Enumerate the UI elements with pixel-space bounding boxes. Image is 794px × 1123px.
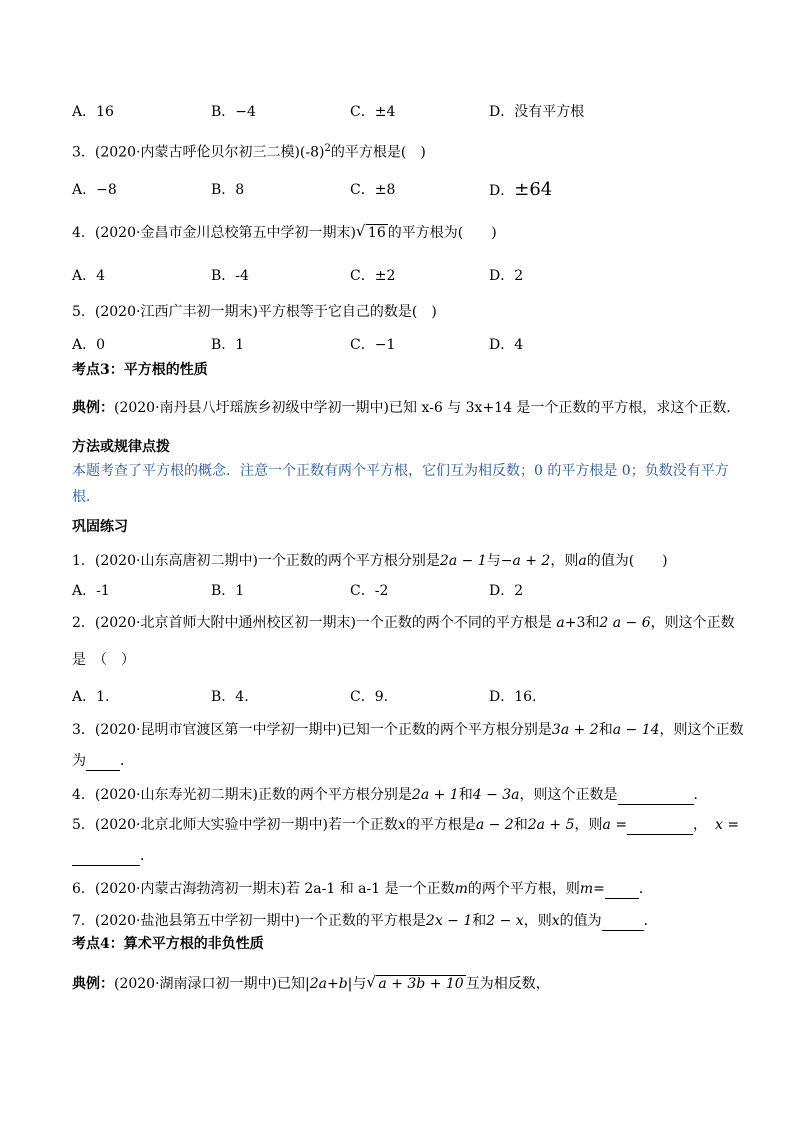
question-text: ，则这个正数 xyxy=(650,615,735,631)
question-text: ，则这个正数是 xyxy=(519,787,618,803)
option-letter: D． xyxy=(489,183,515,199)
option-c: C．±4 xyxy=(350,104,396,120)
method-note-line1: 本题考查了平方根的概念．注意一个正数有两个平方根，它们互为相反数；0 的平方根是 0；负数没有平方 xyxy=(72,463,729,479)
math-expr: 2 − x xyxy=(486,913,524,929)
question-text: ． xyxy=(643,913,658,929)
radical-sign: √ xyxy=(366,973,376,991)
practice-1 xyxy=(72,551,668,571)
math-var: m xyxy=(579,881,594,897)
math-expr: x = xyxy=(715,817,740,833)
question-3 xyxy=(72,139,426,163)
question-text: ， xyxy=(693,817,708,833)
math-expr: 4 − 3a xyxy=(472,787,520,803)
math-expr: 2a + 5 xyxy=(527,817,575,833)
option-c: C．−1 xyxy=(350,337,396,353)
option-c: C．±2 xyxy=(350,268,396,284)
option-b: B．1 xyxy=(211,583,245,599)
example-label: 典例： xyxy=(72,976,114,992)
question-4 xyxy=(72,223,497,243)
question-text: ，则 xyxy=(574,817,603,833)
question-source: 5．(2020·北京北师大实验中学初一期中)若一个正数 xyxy=(72,817,398,833)
math-expr: a − 2 xyxy=(475,817,514,833)
math-var: a xyxy=(556,615,565,631)
option-a: A．4 xyxy=(72,268,106,284)
question-text: ． xyxy=(120,753,134,769)
question-text: ． xyxy=(638,881,653,897)
sqrt-expr xyxy=(356,223,388,243)
question-text: 的两个平方根，则 xyxy=(467,881,580,897)
practice-5-line2 xyxy=(72,846,154,866)
math-expr: 2 a − 6 xyxy=(599,615,651,631)
question-text: 和 xyxy=(472,913,487,929)
question-text: 和 xyxy=(585,615,600,631)
question-text: ． xyxy=(140,848,154,864)
option-b: B．1 xyxy=(211,337,245,353)
answer-blank xyxy=(627,820,693,835)
example-text: 互为相反数， xyxy=(465,976,550,992)
answer-blank xyxy=(72,851,140,866)
kp3-example xyxy=(72,398,740,418)
question-5: 5．(2020·江西广丰初一期末)平方根等于它自己的数是( ) xyxy=(72,304,437,320)
math-expr: −a + 2 xyxy=(500,553,551,569)
math-expr: +3 xyxy=(564,615,586,631)
practice-2-line2: 是 （ ） xyxy=(72,652,135,668)
exponent: 2 xyxy=(324,143,331,154)
question-text: 的值为( ) xyxy=(586,553,668,569)
question-source: 3．(2020·昆明市官渡区第一中学初一期中)已知一个正数的两个平方根分别是 xyxy=(72,722,552,738)
option-value: ±64 xyxy=(514,179,553,200)
answer-blank xyxy=(86,756,120,771)
question-source: 4．(2020·山东寿光初二期末)正数的两个平方根分别是 xyxy=(72,787,412,803)
practice-3-line1 xyxy=(72,720,744,740)
option-c: C．±8 xyxy=(350,182,396,198)
math-expr: 2x − 1 xyxy=(425,913,473,929)
example-label: 典例： xyxy=(72,400,114,416)
question-source: 2．(2020·北京首师大附中通州校区初一期末)一个正数的两个不同的平方根是 xyxy=(72,615,552,631)
example-text: (2020·湖南渌口初一期中)已知 xyxy=(114,976,306,992)
question-text: = xyxy=(593,881,605,897)
question-text: 为 xyxy=(72,753,86,769)
option-b: B．8 xyxy=(211,182,245,198)
math-expr: (-8) xyxy=(299,144,325,161)
question-source: 4．(2020·金昌市金川总校第五中学初一期末) xyxy=(72,225,356,241)
radical-sign: √ xyxy=(355,222,366,240)
question-source: 3．(2020·内蒙古呼伦贝尔初三二模) xyxy=(72,144,300,161)
example-text: 与 xyxy=(352,976,367,992)
option-a: A．16 xyxy=(72,104,114,120)
section-title-kp4: 考点4：算术平方根的非负性质 xyxy=(72,936,264,952)
math-var: x xyxy=(397,817,406,833)
question-text: ，则 xyxy=(550,553,579,569)
option-a: A．−8 xyxy=(72,182,117,198)
question-source: 7．(2020·盐池县第五中学初一期中)一个正数的平方根是 xyxy=(72,913,426,929)
radicand: a + 3b + 10 xyxy=(378,976,464,992)
practice-2-line1 xyxy=(72,613,735,633)
answer-blank xyxy=(605,884,639,899)
question-text: 和 xyxy=(513,817,528,833)
radicand: 16 xyxy=(367,225,386,241)
option-d: D．4 xyxy=(489,337,524,353)
math-var: a xyxy=(578,553,587,569)
question-source: 1．(2020·山东高唐初二期中)一个正数的两个平方根分别是 xyxy=(72,553,440,569)
math-expr: a − 14 xyxy=(612,722,660,738)
question-text: 的平方根是 xyxy=(405,817,476,833)
option-a: A．0 xyxy=(72,337,106,353)
math-expr: 3a + 2 xyxy=(551,722,599,738)
sqrt-expr xyxy=(366,974,465,994)
question-text: 的平方根为( ) xyxy=(387,225,497,241)
question-source: 6．(2020·内蒙古海勃湾初一期末)若 2a-1 和 a-1 是一个正数 xyxy=(72,881,455,897)
math-expr: 2a − 1 xyxy=(439,553,487,569)
question-text: 和 xyxy=(458,787,473,803)
math-expr: a = xyxy=(602,817,628,833)
practice-5-line1 xyxy=(72,815,739,835)
method-note-line2: 根． xyxy=(72,489,100,505)
example-text: (2020·南丹县八圩瑶族乡初级中学初一期中)已知 x-6 与 3x+14 是一个正数的平方根，求这个正数． xyxy=(114,400,741,416)
method-title: 方法或规律点拨 xyxy=(72,439,170,455)
question-text: ． xyxy=(693,787,708,803)
option-c: C．-2 xyxy=(350,583,389,599)
section-title-kp3: 考点3：平方根的性质 xyxy=(72,362,208,378)
option-b: B．-4 xyxy=(211,268,249,284)
option-d xyxy=(489,180,552,201)
practice-7 xyxy=(72,911,658,931)
kp4-example xyxy=(72,974,550,994)
option-a: A．1. xyxy=(72,689,110,705)
practice-6 xyxy=(72,879,653,899)
question-text: ，则这个正数 xyxy=(659,722,744,738)
math-var: m xyxy=(454,881,468,897)
option-d: D．2 xyxy=(489,268,524,284)
option-a: A．-1 xyxy=(72,583,110,599)
math-expr: 2a + 1 xyxy=(411,787,459,803)
question-text: 和 xyxy=(598,722,613,738)
practice-3-line2 xyxy=(72,751,134,771)
option-d: D．16. xyxy=(489,689,537,705)
practice-4 xyxy=(72,785,708,805)
option-b: B．4. xyxy=(211,689,249,705)
math-var: x xyxy=(551,913,560,929)
answer-blank xyxy=(618,790,694,805)
option-d: D．没有平方根 xyxy=(489,104,585,120)
practice-title: 巩固练习 xyxy=(72,519,128,535)
question-text: 的值为 xyxy=(559,913,602,929)
abs-expr: |2a+b| xyxy=(305,976,353,992)
question-text: 与 xyxy=(486,553,501,569)
option-c: C．9. xyxy=(350,689,389,705)
question-text: 的平方根是( ) xyxy=(330,144,426,161)
answer-blank xyxy=(602,916,644,931)
option-b: B．−4 xyxy=(211,104,256,120)
option-d: D．2 xyxy=(489,583,524,599)
question-text: ，则 xyxy=(523,913,552,929)
